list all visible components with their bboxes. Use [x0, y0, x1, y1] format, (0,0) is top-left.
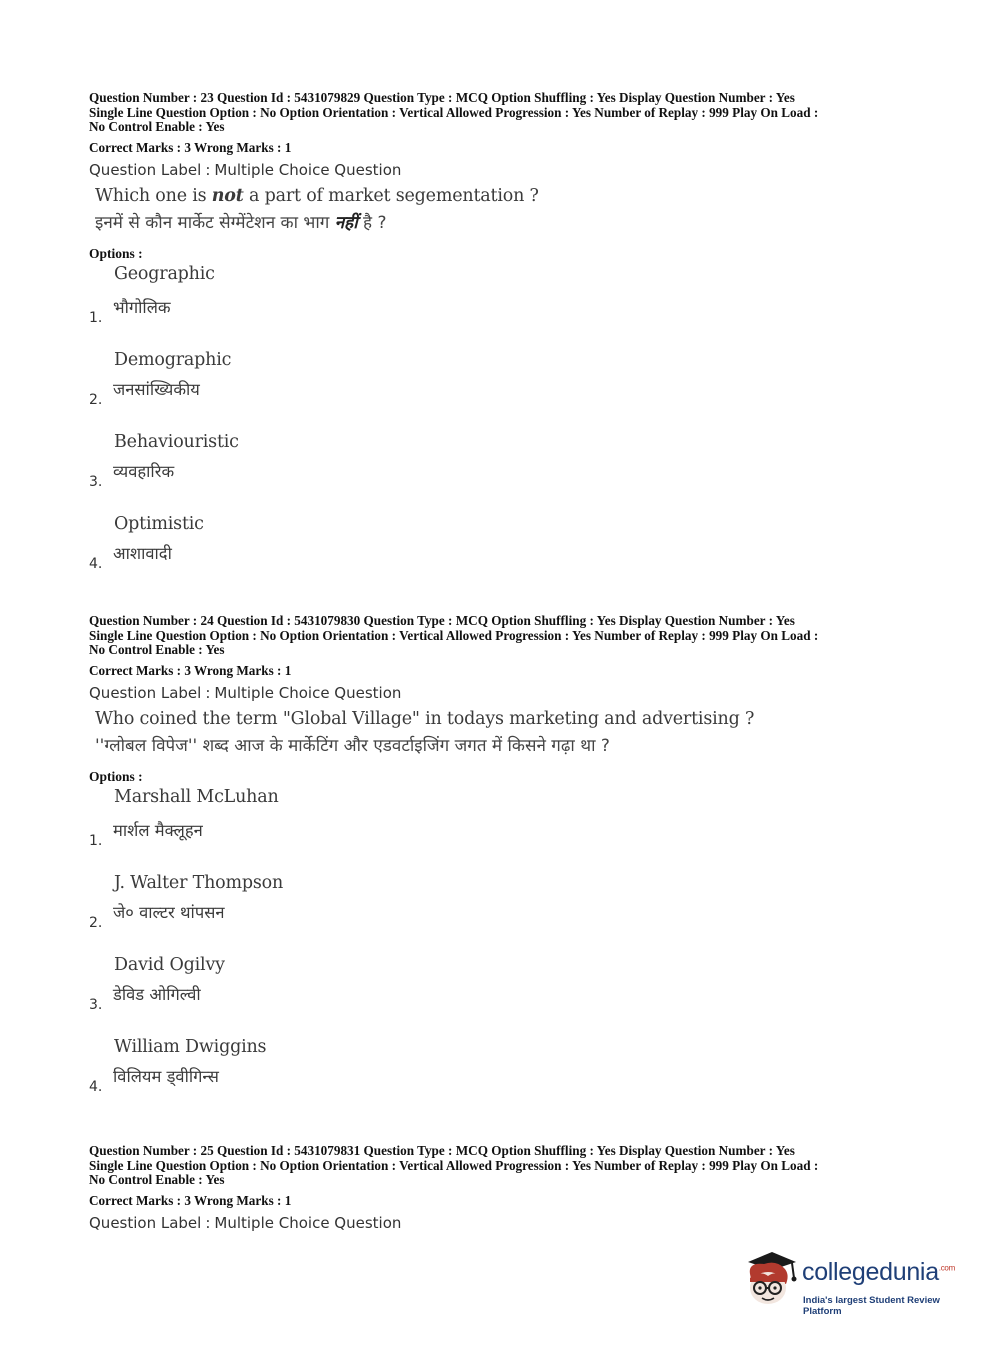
options-heading: Options :: [89, 245, 143, 261]
option-text-hi: डेविड ओगिल्वी: [113, 984, 201, 1004]
question-text-emphasis: not: [211, 185, 244, 206]
option-text-hi: आशावादी: [113, 543, 172, 563]
options-list: [89, 785, 919, 1113]
question-label: Question Label : Multiple Choice Question: [89, 683, 402, 702]
option-text-hi: विलियम ड्वीगिन्स: [113, 1066, 219, 1086]
option-text-en: Marshall McLuhan: [114, 786, 279, 807]
question-text-part: है ?: [357, 212, 387, 233]
brand-domain: .com: [938, 1263, 955, 1273]
question-meta: Question Number : 24 Question Id : 5431079830 Question Type : MCQ Option Shuffling : Yes Display Question Number : Yes Single Line Question Option : No Option Orientation : Vertical Allowed Progression : Yes Number of Replay : 999 Play On Load : No Control Enable : Yes: [89, 613, 819, 658]
question-label: Question Label : Multiple Choice Question: [89, 160, 402, 179]
option-number: 2.: [89, 391, 103, 408]
question-text-emphasis: नहीं: [334, 212, 358, 233]
question-24: [89, 614, 919, 1113]
option-number: 4.: [89, 1078, 103, 1095]
question-label-value: Multiple Choice Question: [214, 1213, 402, 1232]
question-marks: Correct Marks : 3 Wrong Marks : 1: [89, 662, 292, 678]
option-text-en: J. Walter Thompson: [114, 872, 284, 893]
question-marks: Correct Marks : 3 Wrong Marks : 1: [89, 1192, 292, 1208]
question-label-value: Multiple Choice Question: [214, 160, 402, 179]
option-1[interactable]: [89, 262, 919, 344]
question-label-key: Question Label: [89, 683, 202, 702]
options-heading: Options :: [89, 768, 143, 784]
mascot-icon: [742, 1248, 800, 1310]
question-text-en: [95, 186, 919, 206]
option-1[interactable]: [89, 785, 919, 867]
brand-tagline: India's largest Student Review Platform: [803, 1295, 940, 1317]
option-text-en: Optimistic: [114, 513, 204, 534]
option-text-hi: जे० वाल्टर थांपसन: [113, 902, 225, 922]
question-label-key: Question Label: [89, 1213, 202, 1232]
option-4[interactable]: [89, 508, 919, 590]
question-text-en: Who coined the term "Global Village" in todays marketing and advertising ?: [95, 708, 755, 729]
option-number: 1.: [89, 832, 103, 849]
option-2[interactable]: [89, 344, 919, 426]
collegedunia-logo: [742, 1248, 972, 1318]
option-number: 3.: [89, 996, 103, 1013]
option-text-hi: मार्शल मैक्लूहन: [113, 820, 203, 840]
option-2[interactable]: [89, 867, 919, 949]
option-3[interactable]: [89, 949, 919, 1031]
question-text-part: a part of market segementation ?: [243, 185, 539, 206]
options-list: [89, 262, 919, 590]
option-text-en: David Ogilvy: [114, 954, 225, 975]
option-text-hi: भौगोलिक: [113, 297, 171, 317]
option-text-en: Geographic: [114, 263, 215, 284]
question-text-part: इनमें से कौन मार्केट सेग्मेंटेशन का भाग: [95, 212, 335, 233]
question-marks: Correct Marks : 3 Wrong Marks : 1: [89, 139, 292, 155]
option-text-en: Demographic: [114, 349, 232, 370]
option-text-en: William Dwiggins: [114, 1036, 267, 1057]
option-text-en: Behaviouristic: [114, 431, 239, 452]
brand-text: collegedunia: [802, 1258, 939, 1286]
question-meta: Question Number : 25 Question Id : 5431079831 Question Type : MCQ Option Shuffling : Yes Display Question Number : Yes Single Line Question Option : No Option Orientation : Vertical Allowed Progression : Yes Number of Replay : 999 Play On Load : No Control Enable : Yes: [89, 1143, 819, 1188]
question-meta: Question Number : 23 Question Id : 5431079829 Question Type : MCQ Option Shuffling : Yes Display Question Number : Yes Single Line Question Option : No Option Orientation : Vertical Allowed Progression : Yes Number of Replay : 999 Play On Load : No Control Enable : Yes: [89, 90, 819, 135]
question-text-hi: ''ग्लोबल विपेज'' शब्द आज के मार्केटिंग और एडवर्टाइजिंग जगत में किसने गढ़ा था ?: [95, 735, 610, 756]
brand-name: [802, 1258, 955, 1287]
question-label-key: Question Label: [89, 160, 202, 179]
question-text-hi: [95, 210, 919, 233]
question-25: [89, 1144, 919, 1232]
question-label-value: Multiple Choice Question: [214, 683, 402, 702]
option-number: 1.: [89, 309, 103, 326]
option-4[interactable]: [89, 1031, 919, 1113]
question-text-part: Which one is: [95, 185, 212, 206]
question-label: Question Label : Multiple Choice Question: [89, 1213, 402, 1232]
question-23: [89, 91, 919, 590]
option-number: 2.: [89, 914, 103, 931]
option-3[interactable]: [89, 426, 919, 508]
option-text-hi: व्यवहारिक: [113, 461, 175, 481]
option-number: 3.: [89, 473, 103, 490]
option-number: 4.: [89, 555, 103, 572]
option-text-hi: जनसांख्यिकीय: [113, 379, 200, 399]
